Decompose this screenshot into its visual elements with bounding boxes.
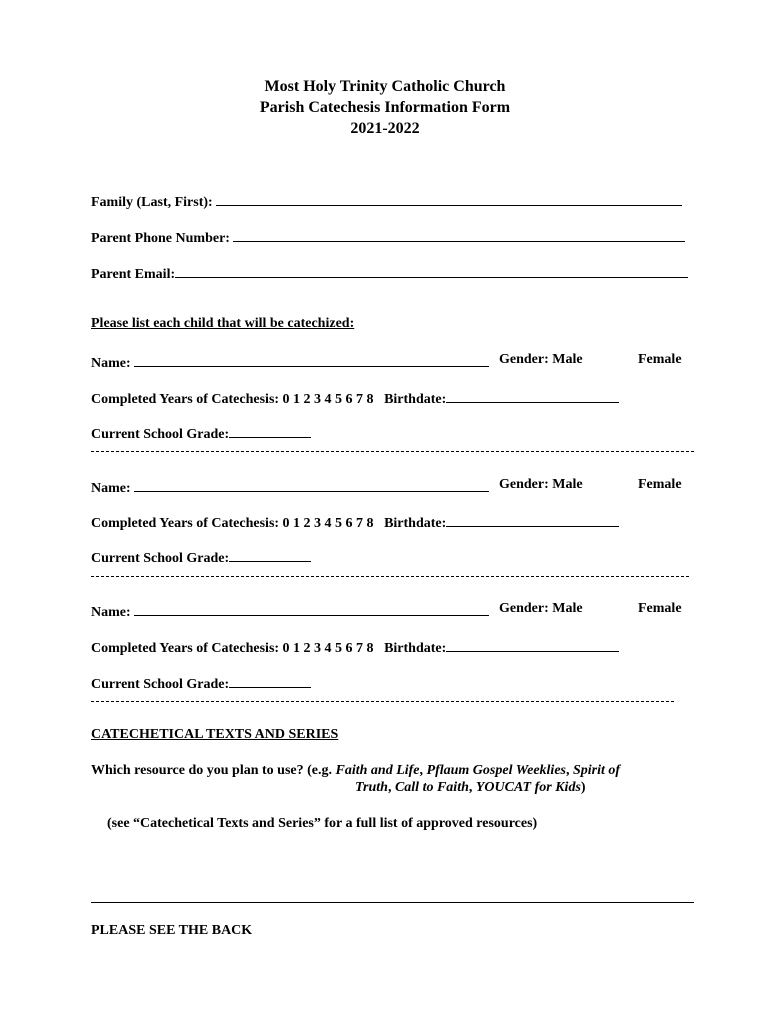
phone-field[interactable] [233, 227, 685, 242]
child-3-years-row [91, 637, 619, 657]
phone-label: Parent Phone Number: [91, 231, 230, 246]
child-1-name-row [91, 352, 489, 372]
child-2-grade-field[interactable] [229, 547, 311, 562]
answer-line[interactable] [91, 902, 694, 903]
child-1-birthdate-field[interactable] [446, 388, 619, 403]
birthdate-label: Birthdate: [384, 516, 447, 531]
years-label: Completed Years of Catechesis: 0 1 2 3 4 5 6 7 8 [91, 516, 374, 531]
child-3-grade-field[interactable] [229, 673, 311, 688]
name-label: Name: [91, 356, 131, 371]
form-year: 2021-2022 [350, 120, 420, 137]
child-2-gender-male[interactable]: Gender: Male [499, 477, 583, 492]
child-2-name-row [91, 477, 489, 497]
child-1-years-row [91, 388, 619, 408]
children-heading: Please list each child that will be catechized: [91, 316, 355, 331]
years-label: Completed Years of Catechesis: 0 1 2 3 4 5 6 7 8 [91, 641, 374, 656]
separator-dashes [91, 576, 689, 577]
example-spirit-of-truth-b: Truth [355, 780, 388, 795]
texts-heading: CATECHETICAL TEXTS AND SERIES [91, 727, 339, 742]
child-2-years-row [91, 512, 619, 532]
child-1-grade-row [91, 423, 311, 443]
child-1-gender-female[interactable]: Female [638, 352, 682, 367]
years-label: Completed Years of Catechesis: 0 1 2 3 4 5 6 7 8 [91, 392, 374, 407]
child-2-grade-row [91, 547, 311, 567]
example-faith-and-life: Faith and Life [335, 763, 420, 778]
email-field[interactable] [175, 263, 688, 278]
family-row [91, 191, 682, 211]
name-label: Name: [91, 481, 131, 496]
grade-label: Current School Grade: [91, 427, 230, 442]
phone-row [91, 227, 685, 247]
birthdate-label: Birthdate: [384, 392, 447, 407]
example-spirit-of-truth-a: Spirit of [572, 763, 621, 778]
child-3-birthdate-field[interactable] [446, 637, 619, 652]
child-3-name-row [91, 601, 489, 621]
resource-question: Which resource do you plan to use? (e.g. Faith and Life, Pflaum Gospel Weeklies, Spirit of [91, 763, 621, 778]
resource-question-cont: Truth, Call to Faith, YOUCAT for Kids) [355, 780, 586, 795]
child-3-grade-row [91, 673, 311, 693]
email-row [91, 263, 688, 283]
family-name-field[interactable] [216, 191, 682, 206]
child-3-name-field[interactable] [134, 601, 489, 616]
question-prefix: Which resource do you plan to use? (e.g. [91, 763, 332, 778]
child-2-birthdate-field[interactable] [446, 512, 619, 527]
birthdate-label: Birthdate: [384, 641, 447, 656]
separator-dashes [91, 451, 694, 452]
form-title: Parish Catechesis Information Form [259, 99, 511, 116]
child-2-gender-female[interactable]: Female [638, 477, 682, 492]
child-3-gender-male[interactable]: Gender: Male [499, 601, 583, 616]
example-pflaum: Pflaum Gospel Weeklies [426, 763, 566, 778]
email-label: Parent Email: [91, 267, 176, 282]
child-1-gender-male[interactable]: Gender: Male [499, 352, 583, 367]
separator-dashes [91, 701, 674, 702]
see-back-note: PLEASE SEE THE BACK [91, 923, 253, 938]
example-youcat: YOUCAT for Kids [475, 780, 581, 795]
grade-label: Current School Grade: [91, 677, 230, 692]
example-call-to-faith: Call to Faith [394, 780, 469, 795]
child-3-gender-female[interactable]: Female [638, 601, 682, 616]
child-2-name-field[interactable] [134, 477, 489, 492]
child-1-grade-field[interactable] [229, 423, 311, 438]
child-1-name-field[interactable] [134, 352, 489, 367]
family-label: Family (Last, First): [91, 195, 213, 210]
see-note: (see “Catechetical Texts and Series” for a full list of approved resources) [107, 816, 538, 831]
church-name: Most Holy Trinity Catholic Church [264, 78, 506, 95]
grade-label: Current School Grade: [91, 551, 230, 566]
name-label: Name: [91, 605, 131, 620]
